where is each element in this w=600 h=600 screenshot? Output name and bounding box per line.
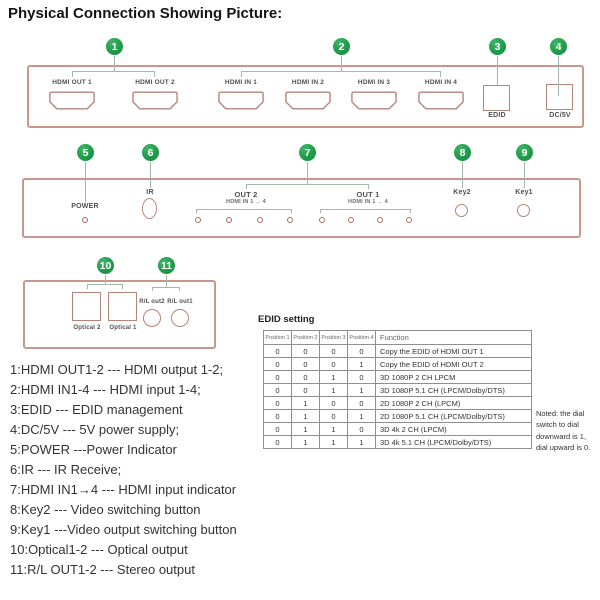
edid-position-cell: 0: [264, 436, 292, 449]
legend-item: 11:R/L OUT1-2 --- Stereo output: [10, 562, 195, 577]
legend-item: 7:HDMI IN1→4 --- HDMI input indicator: [10, 482, 237, 497]
edid-function-cell: 3D 1080P 5.1 CH (LPCM/Dolby/DTS): [376, 384, 532, 397]
optical-1-label: Optical 1: [109, 325, 137, 331]
led-group-bracket: [196, 209, 292, 213]
legend-item: 6:IR --- IR Receive;: [10, 462, 122, 477]
out1-group-sublabel: HDMI IN 1 → 4: [348, 199, 388, 205]
legend-item: 3:EDID --- EDID management: [10, 402, 183, 417]
callout-line: [524, 162, 525, 188]
page-title: Physical Connection Showing Picture:: [8, 5, 283, 22]
edid-table-header-row: [264, 331, 532, 345]
key2-label: Key2: [453, 189, 471, 196]
edid-position-cell: 0: [264, 410, 292, 423]
key1-button: [517, 204, 530, 217]
edid-position-cell: 0: [292, 345, 320, 358]
edid-table-row: [264, 371, 532, 384]
edid-function-cell: Copy the EDID of HDMI OUT 1: [376, 345, 532, 358]
edid-table-row: [264, 345, 532, 358]
callout-3-badge: 3: [489, 38, 506, 55]
callout-9-badge: 9: [516, 144, 533, 161]
callout-11-badge: 11: [158, 257, 175, 274]
edid-table-row: [264, 397, 532, 410]
edid-table-row: [264, 436, 532, 449]
out2-group-sublabel: HDMI IN 1 → 4: [226, 199, 266, 205]
legend-item: 1:HDMI OUT1-2 --- HDMI output 1-2;: [10, 362, 224, 377]
callout-8-badge: 8: [454, 144, 471, 161]
dc-power-label: DC/5V: [549, 112, 571, 119]
edid-position-cell: 1: [292, 436, 320, 449]
dial-switch-note: Noted: the dial switch to dial downward is 1, dial upward is 0.: [536, 409, 591, 452]
legend-item: 9:Key1 ---Video output switching button: [10, 522, 237, 537]
edid-position-cell: 0: [264, 423, 292, 436]
edid-table: [263, 330, 532, 449]
edid-position-cell: 0: [320, 345, 348, 358]
edid-header-cell: Position 2: [292, 331, 320, 345]
edid-position-cell: 0: [348, 345, 376, 358]
edid-position-cell: 0: [348, 397, 376, 410]
legend-item: 10:Optical1-2 --- Optical output: [10, 542, 188, 557]
hdmi-port-icon: [49, 91, 95, 110]
input-indicator-led: [406, 217, 412, 223]
callout-1-badge: 1: [106, 38, 123, 55]
dc-power-port: [546, 84, 573, 110]
callout-line: [497, 56, 498, 85]
callout-line: [85, 162, 86, 202]
callout-6-badge: 6: [142, 144, 159, 161]
edid-position-cell: 1: [292, 410, 320, 423]
callout-line: [105, 275, 106, 284]
edid-position-cell: 1: [348, 358, 376, 371]
input-indicator-led: [195, 217, 201, 223]
callout-line: [150, 162, 151, 188]
ir-label: IR: [146, 189, 154, 196]
input-indicator-led: [257, 217, 263, 223]
edid-function-cell: 3D 4k 2 CH (LPCM): [376, 423, 532, 436]
callout-bracket: [152, 287, 180, 291]
key1-label: Key1: [515, 189, 533, 196]
out2-group-label: OUT 2: [234, 190, 258, 199]
hdmi-port-icon: [218, 91, 264, 110]
callout-line: [166, 275, 167, 287]
callout-bracket: [87, 284, 123, 289]
callout-line: [462, 162, 463, 188]
edid-function-cell: 2D 1080P 5.1 CH (LPCM/Dolby/DTS): [376, 410, 532, 423]
edid-function-cell: 3D 4k 5.1 CH (LPCM/Dolby/DTS): [376, 436, 532, 449]
edid-position-cell: 0: [320, 397, 348, 410]
callout-2-badge: 2: [333, 38, 350, 55]
edid-port-label: EDID: [488, 112, 506, 119]
edid-position-cell: 0: [348, 423, 376, 436]
edid-header-cell: Position 1: [264, 331, 292, 345]
rl-out1-label: R/L out1: [167, 299, 193, 305]
callout-bracket: [72, 71, 155, 77]
edid-position-cell: 0: [264, 384, 292, 397]
edid-position-cell: 1: [320, 423, 348, 436]
edid-position-cell: 0: [348, 371, 376, 384]
optical-port-1: [108, 292, 137, 321]
edid-port: [483, 85, 510, 111]
edid-function-cell: Copy the EDID of HDMI OUT 2: [376, 358, 532, 371]
rl-out2-jack: [143, 309, 161, 327]
edid-position-cell: 0: [320, 410, 348, 423]
legend-item: 5:POWER ---Power Indicator: [10, 442, 177, 457]
legend-item: 2:HDMI IN1-4 --- HDMI input 1-4;: [10, 382, 201, 397]
edid-table-row: [264, 410, 532, 423]
rl-out2-label: R/L out2: [139, 299, 165, 305]
edid-position-cell: 1: [348, 436, 376, 449]
rl-out1-jack: [171, 309, 189, 327]
edid-position-cell: 0: [264, 371, 292, 384]
callout-line: [341, 56, 342, 71]
callout-line: [114, 56, 115, 71]
hdmi-port-icon: [351, 91, 397, 110]
callout-line: [307, 162, 308, 184]
edid-function-cell: 2D 1080P 2 CH (LPCM): [376, 397, 532, 410]
led-group-bracket: [320, 209, 411, 213]
edid-table-body: [264, 345, 532, 449]
optical-2-label: Optical 2: [73, 325, 101, 331]
edid-position-cell: 0: [264, 397, 292, 410]
edid-function-cell: 3D 1080P 2 CH LPCM: [376, 371, 532, 384]
callout-5-badge: 5: [77, 144, 94, 161]
edid-position-cell: 0: [264, 358, 292, 371]
input-indicator-led: [226, 217, 232, 223]
edid-header-cell: Position 4: [348, 331, 376, 345]
callout-bracket: [246, 184, 369, 189]
port-label: HDMI IN 3: [357, 79, 391, 86]
callout-7-badge: 7: [299, 144, 316, 161]
hdmi-port-icon: [132, 91, 178, 110]
edid-position-cell: 0: [264, 345, 292, 358]
power-led: [82, 217, 88, 223]
edid-position-cell: 0: [292, 358, 320, 371]
hdmi-port-icon: [285, 91, 331, 110]
hdmi-port-icon: [418, 91, 464, 110]
callout-line: [558, 56, 559, 96]
input-indicator-led: [287, 217, 293, 223]
edid-position-cell: 1: [348, 410, 376, 423]
input-indicator-led: [319, 217, 325, 223]
port-label: HDMI OUT 1: [52, 79, 92, 86]
callout-10-badge: 10: [97, 257, 114, 274]
edid-position-cell: 1: [320, 436, 348, 449]
edid-position-cell: 1: [292, 397, 320, 410]
out1-group-label: OUT 1: [356, 190, 380, 199]
legend-item: 8:Key2 --- Video switching button: [10, 502, 201, 517]
edid-position-cell: 1: [292, 423, 320, 436]
legend-item: 4:DC/5V --- 5V power supply;: [10, 422, 180, 437]
edid-position-cell: 0: [320, 358, 348, 371]
port-label: HDMI IN 2: [291, 79, 325, 86]
power-label: POWER: [71, 203, 99, 210]
port-label: HDMI IN 4: [424, 79, 458, 86]
legend-list: [10, 362, 237, 582]
edid-header-cell: Function: [376, 331, 532, 345]
edid-position-cell: 1: [348, 384, 376, 397]
edid-table-row: [264, 358, 532, 371]
edid-table-head: [264, 331, 532, 345]
callout-4-badge: 4: [550, 38, 567, 55]
edid-position-cell: 0: [292, 371, 320, 384]
ir-receiver: [142, 198, 157, 219]
input-indicator-led: [377, 217, 383, 223]
port-label: HDMI OUT 2: [135, 79, 175, 86]
edid-position-cell: 1: [320, 371, 348, 384]
input-indicator-led: [348, 217, 354, 223]
edid-position-cell: 0: [292, 384, 320, 397]
edid-table-title: EDID setting: [258, 314, 315, 325]
edid-table-row: [264, 423, 532, 436]
optical-port-2: [72, 292, 101, 321]
edid-header-cell: Position 3: [320, 331, 348, 345]
port-label: HDMI IN 1: [224, 79, 258, 86]
edid-position-cell: 1: [320, 384, 348, 397]
edid-table-row: [264, 384, 532, 397]
callout-bracket: [241, 71, 441, 77]
key2-button: [455, 204, 468, 217]
